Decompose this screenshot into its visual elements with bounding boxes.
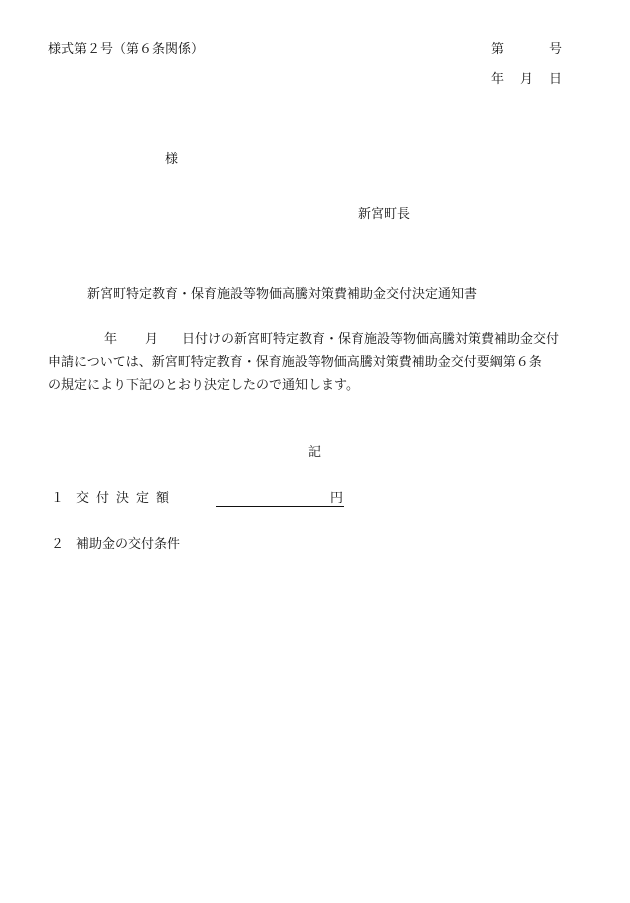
body-text [48, 328, 588, 397]
item-1-label: 交付決定額 [76, 491, 177, 506]
body-line-2: 申請については、新宮町特定教育・保育施設等物価高騰対策費補助金交付要綱第６条 [48, 355, 542, 370]
item-2-label: 補助金の交付条件 [76, 537, 181, 552]
date-year-label: 年 [491, 72, 505, 87]
body-line-1-text: 日付けの新宮町特定教育・保育施設等物価高騰対策費補助金交付 [182, 332, 560, 347]
body-month: 月 [145, 332, 159, 347]
date-month-label: 月 [520, 72, 534, 87]
body-line-3: の規定により下記のとおり決定したので通知します。 [48, 378, 359, 393]
addressee-honorific: 様 [165, 152, 179, 167]
form-number: 様式第２号（第６条関係） [48, 42, 205, 57]
body-year: 年 [104, 332, 118, 347]
body-line-1 [48, 328, 588, 351]
item-2-number: ２ [51, 537, 65, 552]
item-1-number: １ [51, 491, 65, 506]
date-day-label: 日 [549, 72, 563, 87]
amount-field [216, 490, 344, 507]
issuer-name: 新宮町長 [358, 207, 411, 222]
amount-unit: 円 [329, 491, 343, 506]
ki-heading: 記 [308, 445, 322, 460]
document-title: 新宮町特定教育・保育施設等物価高騰対策費補助金交付決定通知書 [87, 287, 478, 302]
document-number-suffix: 号 [549, 42, 563, 57]
document-number-prefix: 第 [491, 42, 505, 57]
